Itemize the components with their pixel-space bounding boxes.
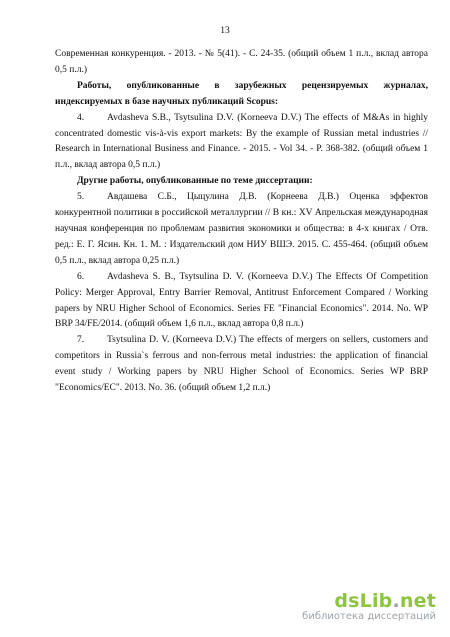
list-item-number: 4. xyxy=(77,112,85,123)
list-item-text: Tsytsulina D. V. (Korneeva D.V.) The effects of mergers on sellers, customers and competitors in Russia`s ferrous and non-ferrous metal industries: the application of financial event study / Working papers by NRU Higher School of Economics. Series WP BRP "Economics/EC". 2013. No. 36. (общий объем 1,2 п.л.) xyxy=(55,335,428,394)
document-body xyxy=(55,47,428,397)
watermark-tagline: библиотека диссертаций xyxy=(302,611,436,622)
list-item-number: 7. xyxy=(77,335,85,346)
watermark-brand xyxy=(302,591,436,611)
list-item-text: Авдашева С.Б., Цыцулина Д.В. (Корнеева Д.В.) Оценка эффектов конкурентной политики в российской металлургии // В кн.: XV Апрельская международная научная конференция по проблемам развития экономики и общества: в 4-х книгах / Отв. ред.: Е. Г. Ясин. Кн. 1. М. : Издательский дом НИУ ВШЭ. 2015. С. 455-464. (общий объем 0,5 п.л., вклад автора 0,25 п.л.) xyxy=(55,192,428,266)
watermark-brand-main: dsLib xyxy=(334,590,393,612)
list-item xyxy=(55,333,428,397)
intro-line: Современная конкуренция. - 2013. - № 5(41). - С. 24-35. (общий объем 1 п.л., вклад автора 0,5 п.л.) xyxy=(55,49,428,75)
list-item xyxy=(55,111,428,175)
list-item-number: 5. xyxy=(77,192,85,203)
heading-scopus: Работы, опубликованные в зарубежных рецензируемых журналах, индексируемых в базе научных публикаций Scopus: xyxy=(55,80,428,107)
list-item-text: Avdasheva S. B., Tsytsulina D. V. (Korneeva D.V.) The Effects Of Competition Policy: Merger Approval, Entry Barrier Removal, Antitrust Enforcement Compared / Working papers by NRU Higher School of Economics. Series FE "Financial Economics". 2014. No. WP BRP 34/FE/2014. (общий объем 1,6 п.л., вклад автора 0,8 п.л.) xyxy=(55,271,428,330)
page-number: 13 xyxy=(220,26,230,36)
list-item xyxy=(55,270,428,334)
list-item-text: Avdasheva S.B., Tsytsulina D.V. (Korneeva D.V.) The effects of M&As in highly concentrated domestic vis-à-vis export markets: By the example of Russian metal industries // Research in International Business and Finance. - 2015. - Vol 34. - P. 368-382. (общий объем 1 п.л., вклад автора 0,5 п.л.) xyxy=(55,112,428,171)
heading-other-works: Другие работы, опубликованные по теме диссертации: xyxy=(77,176,313,187)
watermark-brand-dot: . xyxy=(392,590,400,612)
watermark-brand-tld: net xyxy=(399,590,436,612)
list-item xyxy=(55,190,428,270)
watermark-logo xyxy=(302,591,436,623)
list-item-number: 6. xyxy=(77,271,85,282)
